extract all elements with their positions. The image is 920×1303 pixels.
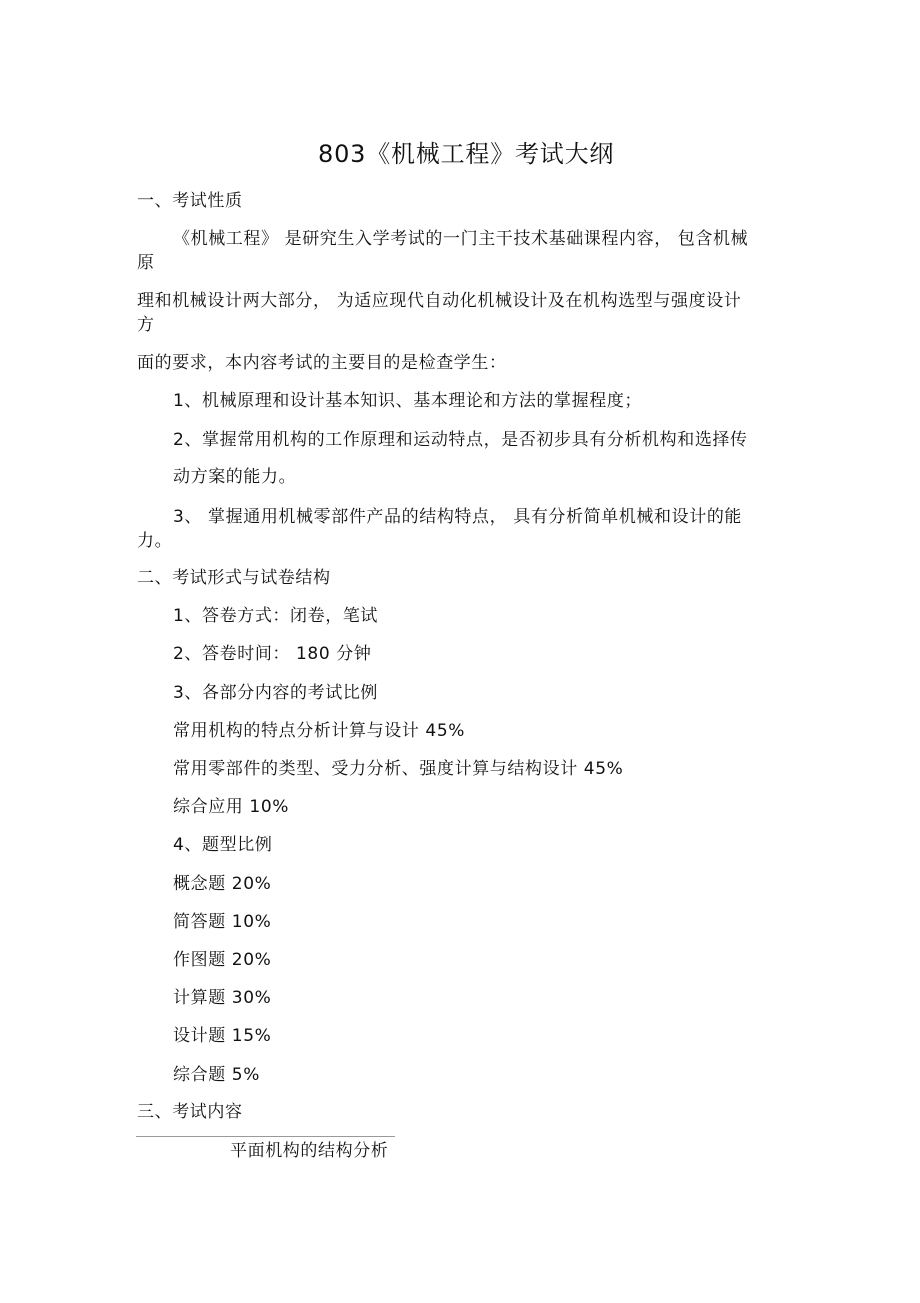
section-1-paragraph-line-1: 《机械工程》 是研究生入学考试的一门主干技术基础课程内容， 包含机械 [173,229,749,249]
section-1-paragraph-line-1-wrap: 原 [137,253,155,273]
section-3-subheading: 平面机构的结构分析 [230,1141,389,1161]
section-1-item-3-line-2: 力。 [137,531,173,551]
question-type-line: 概念题 20% [173,874,272,894]
section-1-item-2-line-2: 动方案的能力。 [173,467,297,487]
section-2-item-3: 3、各部分内容的考试比例 [173,683,379,703]
section-1-item-3-line-1: 3、 掌握通用机械零部件产品的结构特点， 具有分析简单机械和设计的能 [173,507,743,527]
section-1-paragraph-line-2-wrap: 方 [137,315,155,335]
question-type-line: 作图题 20% [173,950,272,970]
ratio-line-1: 常用机构的特点分析计算与设计 45% [173,721,465,741]
ratio-line-2: 常用零部件的类型、受力分析、强度计算与结构设计 45% [173,759,624,779]
question-type-line: 简答题 10% [173,912,272,932]
section-1-paragraph-line-2: 理和机械设计两大部分， 为适应现代自动化机械设计及在机构选型与强度设计 [137,291,742,311]
section-2-item-2: 2、答卷时间： 180 分钟 [173,644,372,664]
question-type-line: 综合题 5% [173,1065,260,1085]
question-type-line: 设计题 15% [173,1026,272,1046]
section-2-heading: 二、考试形式与试卷结构 [137,568,331,588]
section-1-heading: 一、考试性质 [137,191,243,211]
section-2-item-4: 4、题型比例 [173,835,273,855]
section-1-item-2-line-1: 2、掌握常用机构的工作原理和运动特点，是否初步具有分析机构和选择传 [173,430,748,450]
section-1-item-1: 1、机械原理和设计基本知识、基本理论和方法的掌握程度； [173,391,643,411]
ratio-line-3: 综合应用 10% [173,797,289,817]
document-title: 803《机械工程》考试大纲 [318,140,615,168]
section-1-paragraph-line-3: 面的要求，本内容考试的主要目的是检查学生： [137,353,507,373]
divider-rule [136,1136,395,1137]
question-type-line: 计算题 30% [173,988,272,1008]
section-2-item-1: 1、答卷方式：闭卷，笔试 [173,606,379,626]
section-3-heading: 三、考试内容 [137,1102,243,1122]
